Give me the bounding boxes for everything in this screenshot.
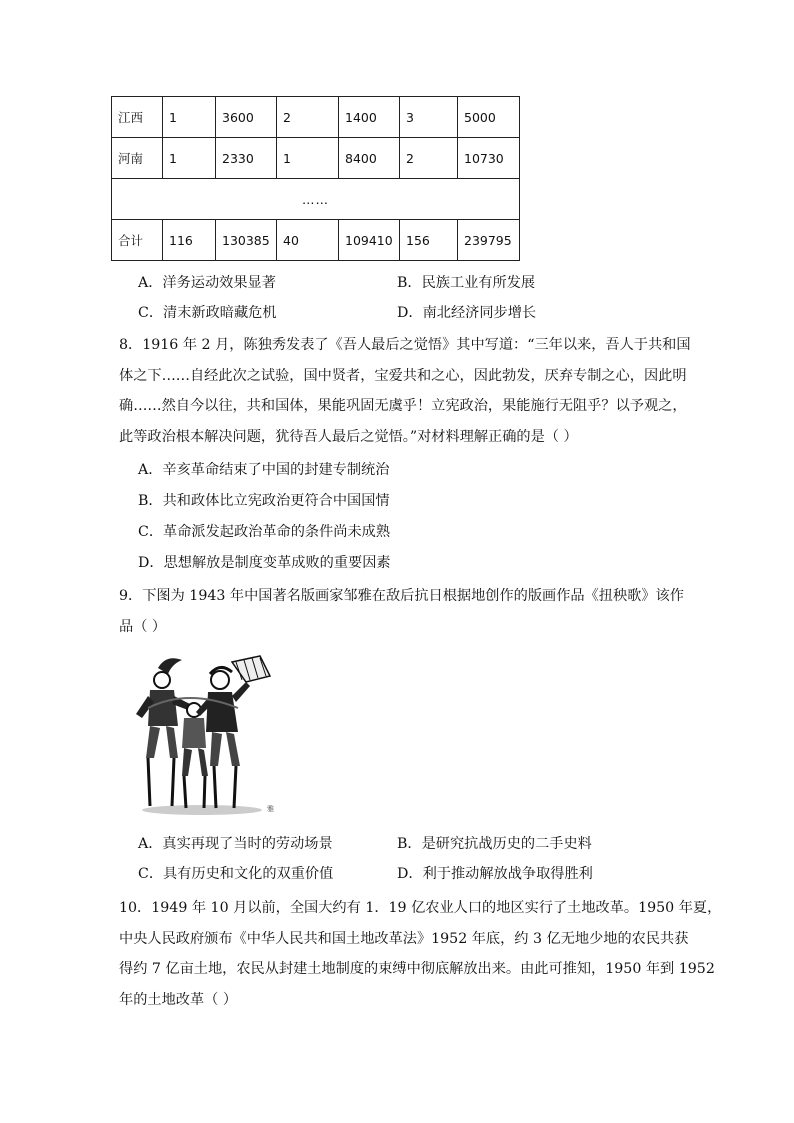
question-8-line: 8．1916 年 2 月，陈独秀发表了《吾人最后之觉悟》其中写道：“三年以来，吾人于共和国 bbox=[119, 337, 691, 353]
q7-option-d: D．南北经济同步增长 bbox=[397, 305, 537, 321]
q8-option-a: A．辛亥革命结束了中国的封建专制统治 bbox=[138, 462, 390, 478]
question-9-line: 品（ ） bbox=[119, 618, 167, 635]
table-ellipsis: …… bbox=[112, 179, 520, 220]
table-cell: 239795 bbox=[458, 220, 520, 261]
table-cell: 1 bbox=[163, 138, 216, 179]
q7-option-a: A．洋务运动效果显著 bbox=[138, 275, 276, 291]
table-cell: 江西 bbox=[112, 97, 163, 138]
table-cell: 8400 bbox=[339, 138, 400, 179]
table-row bbox=[112, 220, 520, 261]
q8-option-c: C．革命派发起政治革命的条件尚未成熟 bbox=[138, 524, 391, 540]
woodcut-yangge-image bbox=[128, 648, 276, 818]
q7-option-b: B．民族工业有所发展 bbox=[397, 275, 536, 291]
table-cell: 2 bbox=[277, 97, 339, 138]
table-cell: 5000 bbox=[458, 97, 520, 138]
question-10-line: 年的土地改革（ ） bbox=[119, 991, 238, 1008]
question-8-line: 体之下……自经此次之试验，国中贤者，宝爱共和之心，因此勃发，厌弃专制之心，因此明 bbox=[119, 367, 687, 384]
table-cell: 10730 bbox=[458, 138, 520, 179]
question-9 bbox=[119, 581, 684, 642]
table-row bbox=[112, 97, 520, 138]
table-cell: 40 bbox=[277, 220, 339, 261]
table-cell: 3 bbox=[400, 97, 458, 138]
question-10-line: 10．1949 年 10 月以前，全国大约有 1．19 亿农业人口的地区实行了土地改革。1950 年夏， bbox=[119, 900, 722, 916]
table-cell: 156 bbox=[400, 220, 458, 261]
q9-option-a: A．真实再现了当时的劳动场景 bbox=[138, 836, 333, 852]
table-row bbox=[112, 179, 520, 220]
table-cell: 1 bbox=[163, 97, 216, 138]
q9-option-d: D．利于推动解放战争取得胜利 bbox=[397, 866, 593, 882]
table-row bbox=[112, 138, 520, 179]
question-10-line: 得约 7 亿亩土地，农民从封建土地制度的束缚中彻底解放出来。由此可推知，1950 年到 1952 bbox=[119, 961, 715, 977]
question-10 bbox=[119, 893, 722, 1015]
q8-option-d: D．思想解放是制度变革成败的重要因素 bbox=[138, 555, 391, 571]
q8-option-b: B．共和政体比立宪政治更符合中国国情 bbox=[138, 493, 390, 509]
question-10-line: 中央人民政府颁布《中华人民共和国土地改革法》1952 年底，约 3 亿无地少地的农民共获 bbox=[119, 930, 689, 947]
table-cell: 3600 bbox=[216, 97, 277, 138]
table-cell: 116 bbox=[163, 220, 216, 261]
table-cell: 合计 bbox=[112, 220, 163, 261]
question-8-line: 此等政治根本解决问题，犹待吾人最后之觉悟。”对材料理解正确的是（ ） bbox=[119, 428, 578, 445]
table-cell: 1 bbox=[277, 138, 339, 179]
data-table bbox=[111, 96, 520, 261]
table-cell: 1400 bbox=[339, 97, 400, 138]
q7-option-c: C．清末新政暗藏危机 bbox=[138, 305, 277, 321]
q9-option-c: C．具有历史和文化的双重价值 bbox=[138, 866, 334, 882]
table-cell: 2330 bbox=[216, 138, 277, 179]
table-cell: 河南 bbox=[112, 138, 163, 179]
table-cell: 2 bbox=[400, 138, 458, 179]
question-8-line: 确……然自今以往，共和国体，果能巩固无虞乎！立宪政治，果能施行无阻乎？以予观之， bbox=[119, 398, 687, 414]
table-cell: 130385 bbox=[216, 220, 277, 261]
q9-option-b: B．是研究抗战历史的二手史料 bbox=[397, 836, 592, 852]
question-9-line: 9．下图为 1943 年中国著名版画家邹雅在敌后抗日根据地创作的版画作品《扭秧歌》该作 bbox=[119, 588, 684, 604]
table-cell: 109410 bbox=[339, 220, 400, 261]
question-8 bbox=[119, 330, 691, 452]
image-signature: 雅 bbox=[267, 805, 274, 813]
